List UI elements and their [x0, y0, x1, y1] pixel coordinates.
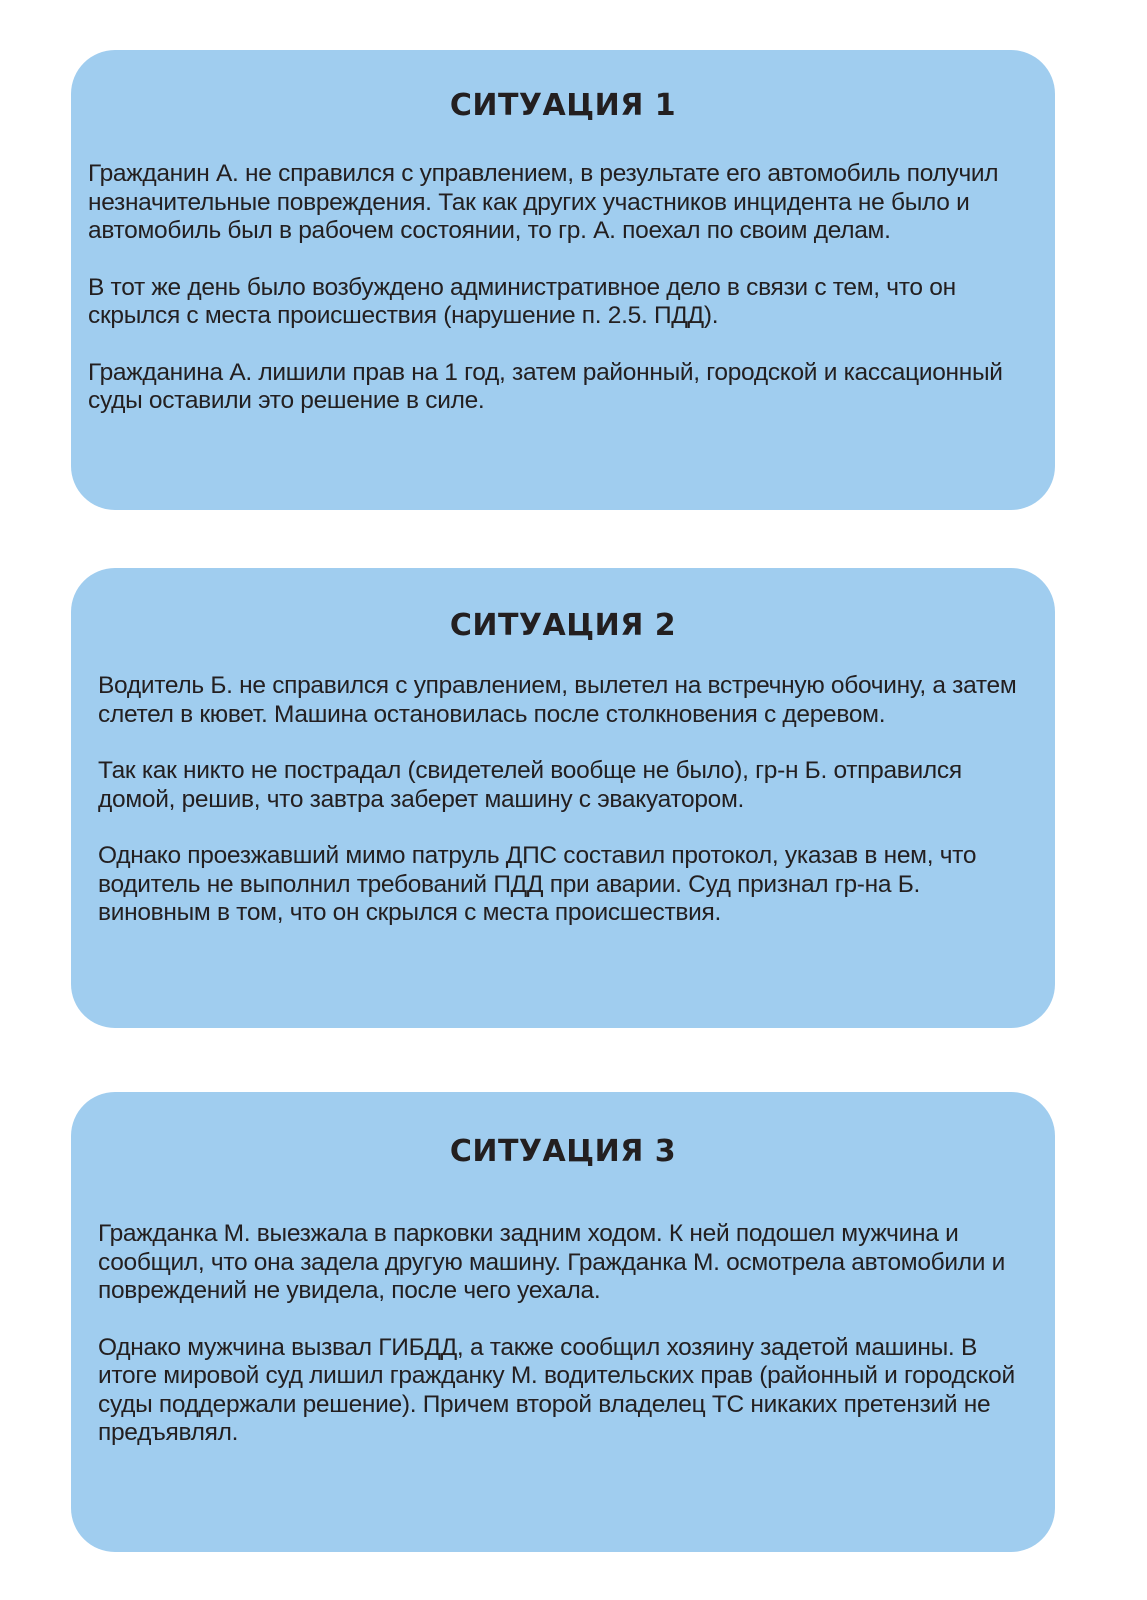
situation-paragraph: Гражданка М. выезжала в парковки задним ходом. К ней подошел мужчина и сообщил, что она задела другую машину. Гражданка М. осмотрела автомобили и повреждений не увидела, после чего уехала.: [98, 1220, 1006, 1304]
situation-card-3: [71, 1092, 1055, 1552]
situation-title: СИТУАЦИЯ 2: [449, 608, 677, 643]
situation-body: [98, 672, 1037, 928]
situation-paragraph: Так как никто не пострадал (свидетелей вообще не было), гр-н Б. отправился домой, решив, что завтра заберет машину с эвакуатором.: [98, 757, 962, 813]
situation-title: СИТУАЦИЯ 3: [449, 1134, 677, 1169]
situation-paragraph: В тот же день было возбуждено административное дело в связи с тем, что он скрылся с места происшествия (нарушение п. 2.5. ПДД).: [88, 273, 956, 329]
situation-card-2: [71, 568, 1055, 1028]
situation-paragraph: Однако проезжавший мимо патруль ДПС составил протокол, указав в нем, что водитель не выполнил требований ПДД при аварии. Суд признал гр-на Б. виновным в том, что он скрылся с места происшествия.: [98, 842, 977, 926]
situation-card-1: [71, 50, 1055, 510]
situation-paragraph: Гражданин А. не справился с управлением, в результате его автомобиль получил незначительные повреждения. Так как других участников инцидента не было и автомобиль был в рабочем состоянии, то гр. А. поехал по своим делам.: [88, 160, 999, 244]
situation-body: [88, 160, 1037, 416]
situation-body: [98, 1220, 1037, 1448]
situation-title: СИТУАЦИЯ 1: [449, 88, 677, 123]
situation-paragraph: Водитель Б. не справился с управлением, вылетел на встречную обочину, а затем слетел в кювет. Машина остановилась после столкновения с деревом.: [98, 672, 1017, 728]
situation-paragraph: Однако мужчина вызвал ГИБДД, а также сообщил хозяину задетой машины. В итоге мировой суд лишил гражданку М. водительских прав (районный и городской суды поддержали решение). Причем второй владелец ТС никаких претензий не предъявлял.: [98, 1333, 1015, 1446]
situation-paragraph: Гражданина А. лишили прав на 1 год, затем районный, городской и кассационный суды оставили это решение в силе.: [88, 358, 1003, 414]
